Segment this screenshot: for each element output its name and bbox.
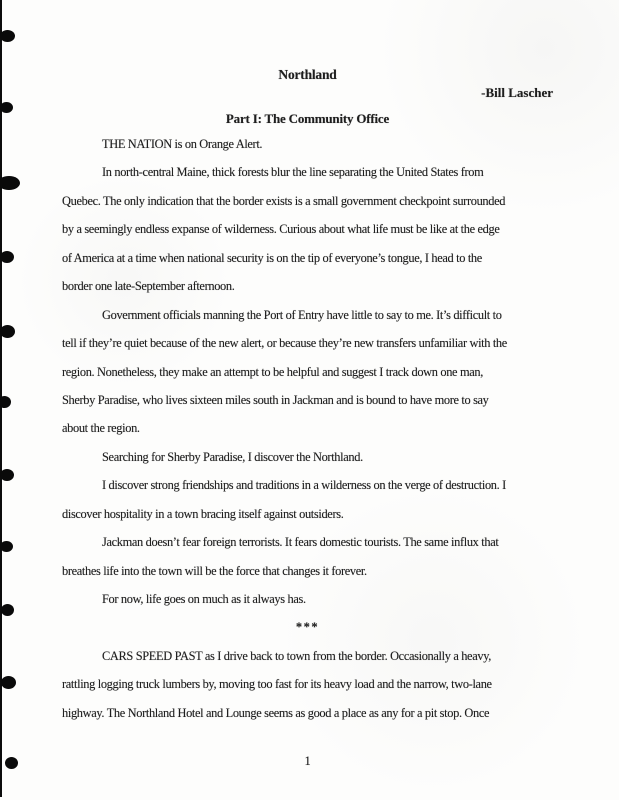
- text-line: by a seemingly endless expanse of wilderness. Curious about what life must be like at the edge: [62, 222, 500, 237]
- text-line: of America at a time when national security is on the tip of everyone’s tongue, I head to the: [62, 250, 482, 265]
- text-line: THE NATION is on Orange Alert.: [102, 137, 263, 151]
- section-heading: Part I: The Community Office: [225, 111, 390, 126]
- page-number: 1: [304, 754, 311, 769]
- paragraph: [62, 130, 553, 158]
- text-line: region. Nonetheless, they make an attempt to be helpful and suggest I track down one man,: [62, 364, 483, 379]
- text-line: breathes life into the town will be the force that changes it forever.: [62, 563, 367, 578]
- text-line: Sherby Paradise, who lives sixteen miles south in Jackman and is bound to have more to say: [62, 392, 489, 407]
- section-break: [62, 613, 553, 641]
- text-line: Government officials manning the Port of Entry have little to say to me. It’s difficult to: [102, 307, 502, 322]
- text-line: I discover strong friendships and traditions in a wilderness on the verge of destruction. I: [102, 478, 506, 493]
- text-line: highway. The Northland Hotel and Lounge seems as good a place as any for a pit stop. Once: [62, 705, 490, 720]
- text-line: CARS SPEED PAST as I drive back to town from the border. Occasionally a heavy,: [102, 648, 491, 663]
- text-line: discover hospitality in a town bracing itself against outsiders.: [62, 506, 344, 521]
- text-line: In north-central Maine, thick forests blur the line separating the United States from: [102, 165, 484, 180]
- paragraph: [62, 528, 553, 585]
- paragraph: [62, 642, 553, 727]
- document-title: Northland: [278, 67, 337, 82]
- text-line: Quebec. The only indication that the border exists is a small government checkpoint surrounded: [62, 193, 506, 208]
- text-line: about the region.: [62, 421, 140, 436]
- author-byline: -Bill Lascher: [481, 85, 553, 100]
- text-line: Searching for Sherby Paradise, I discover the Northland.: [102, 449, 363, 464]
- paragraph: [62, 158, 553, 300]
- manuscript-body: [62, 130, 553, 727]
- paragraph: [62, 585, 553, 613]
- text-line: For now, life goes on much as it always has.: [102, 592, 306, 606]
- text-line: Jackman doesn’t fear foreign terrorists. It fears domestic tourists. The same influx that: [102, 535, 499, 550]
- text-line: border one late-September afternoon.: [62, 279, 235, 294]
- paragraph: [62, 443, 553, 471]
- text-line: rattling logging truck lumbers by, moving too fast for its heavy load and the narrow, two-lane: [62, 677, 492, 692]
- paragraph: [62, 471, 553, 528]
- text-line: tell if they’re quiet because of the new alert, or because they’re new transfers unfamiliar with the: [62, 336, 507, 351]
- text-line: ***: [295, 620, 320, 635]
- paragraph: [62, 301, 553, 443]
